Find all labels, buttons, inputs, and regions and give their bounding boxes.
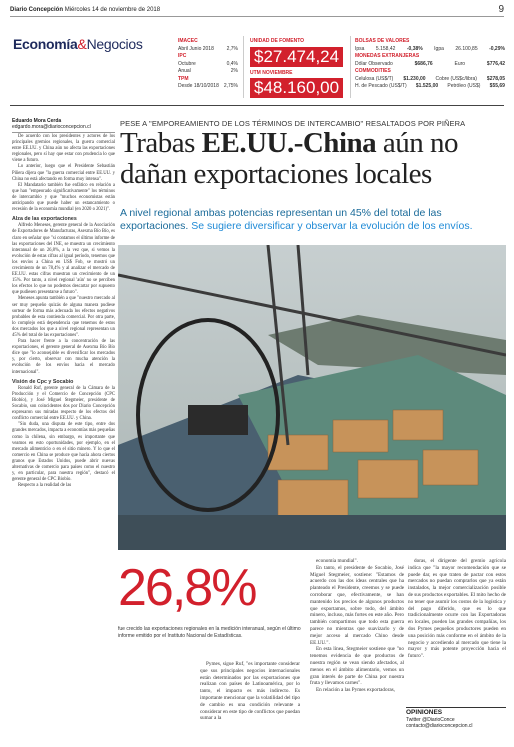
article-column-4: [408, 558, 506, 660]
headline-part-c: aún no dañan exportaciones locales: [120, 127, 459, 190]
opinions-box: [406, 707, 506, 730]
section-rule: [10, 105, 504, 106]
imacec-row: [178, 46, 238, 54]
cobre-label: Cobre (US$c/libra): [435, 75, 477, 82]
paragraph: Lo anterior, luego que el Presidente Sebastián Piñera dijera que "la guerra comercial entre EE.UU. y China no está afectando en forma muy intensa".: [12, 164, 115, 182]
ipc-row-1: [178, 61, 238, 69]
tpm-label: Desde 18/10/2018: [178, 83, 219, 89]
imacec-label: Abril Junio 2018: [178, 45, 214, 52]
article-column-2: [200, 661, 300, 722]
imacec-title: IMACEC: [178, 38, 198, 44]
tpm-row: [178, 83, 238, 91]
commodities-row-1: [355, 76, 505, 84]
paragraph: Respecto a la realidad de las: [18, 483, 72, 489]
tpm-title: TPM: [178, 75, 189, 82]
euro-value: $776,42: [486, 60, 505, 67]
article-column-1: [12, 134, 115, 489]
commodities-row-2: [355, 83, 505, 91]
tpm-value: 2,75%: [223, 83, 238, 89]
divider: [350, 36, 351, 98]
indicators-uf-utm: [250, 38, 345, 98]
monedas-row: [355, 61, 505, 69]
ipc-label-2: Anual: [178, 68, 191, 74]
paragraph: "Sin duda, una disputa de este tipo, entre dos grandes mercados, impacta a economías más pequeñas como la chilena, sin embargo, es importante que veamos en esto oportunidades, por ejemplo, en el mercado alimenticio o en el sitio minero. Y lo que el comercio en China se produce que hacía ahora ciertos granos que Estados Unidos, puede abrir nuevas alternativas de comercio para países como el nuestro y, en particular, para nuestra región", destacó el gerente general de CPC Biobío.: [12, 422, 115, 483]
euro-label: Euro: [454, 60, 466, 67]
section-amp: &: [77, 36, 87, 52]
ipc-title: IPC: [178, 53, 187, 59]
byline: [12, 118, 115, 133]
dolar-label: Dólar Observado: [355, 60, 393, 67]
subheading: Alza de las exportaciones: [12, 216, 77, 223]
author-name: Eduardo Mora Cerda: [12, 118, 62, 124]
masthead: [10, 3, 504, 17]
paragraph: Para hacer frente a la concentración de las exportaciones, el gerente general de Asexma Bío Bío dice que "lo aconsejable es diversificar los mercados y, por cierto, observar con mucha atención la evolución de los envíos hacia el mercado internacional".: [12, 339, 115, 375]
paper-name: Diario Concepción: [10, 6, 64, 13]
section-part1: Economía: [13, 36, 78, 52]
celulosa-label: Celulosa (US$/T): [355, 75, 394, 82]
article-lead: [120, 207, 505, 233]
ipc-value-1: 0,4%: [226, 60, 238, 67]
paragraph: Meneses apunta también a que "nuestro mercado al ser muy pequeño quizás de alguna manera pudiese sortear de forma más adecuada los efectos negativos probables de esta contienda comercial. Por otra parte, lo complejo está dependencia que tenemos de estos dos mercados los que a nivel regional representan un 45% del total de las exportaciones".: [12, 296, 115, 338]
paragraph: En relación a las Pymes exportadoras,: [316, 687, 395, 694]
ipsa-value: 5.158,42: [375, 45, 396, 52]
uf-value: $27.474,24: [250, 47, 343, 67]
ipsa-change: -0,38%: [406, 45, 423, 52]
port-crane-photo: [118, 245, 506, 550]
headline-part-b: EE.UU.-China: [201, 127, 377, 159]
igpa-label: Igpa: [434, 45, 444, 52]
opinions-title: OPINIONES: [406, 707, 506, 717]
issue-date: Miércoles 14 de noviembre de 2018: [64, 6, 161, 13]
utm-value: $48.160,00: [250, 78, 343, 98]
ipc-row-2: [178, 68, 238, 76]
uf-title: UNIDAD DE FOMENTO: [250, 38, 305, 44]
ipc-label-1: Octubre: [178, 60, 196, 67]
paragraph: En esta línea, Stegmeier sostiene que "no tenemos evidencia de que productos de nuestra región se vean siendo afectados, al menos en el ámbito alimentario, vemos un gran interés de parte de China por nuestra fruta y llevamos carnes".: [310, 646, 404, 687]
pescado-value: $1.525,00: [415, 83, 439, 89]
petroleo-label: Petróleo (US$): [447, 83, 481, 89]
paragraph: Ronald Ruf, gerente general de la Cámara de la Producción y el Comercio de Concepción (CPC Biobío), y José Miguel Stegmeier, presidente de Socabio, son coincidentes dos por Diario Concepción expresaron sus miradas respecto de los efectos del conflicto comercial entre EE.UU. y China.: [12, 385, 115, 422]
celulosa-value: $1.230,00: [403, 75, 426, 82]
article-photo: [118, 245, 506, 550]
paragraph: El Mandatario también fue enfático en relación a que han "empeorado significativamente" los términos de intercambio y que "muchos economistas están anticipando que puede haber un estancamiento o recesión de la economía mundial (en 2020 o 2021)".: [12, 182, 115, 213]
paragraph: economía mundial".: [316, 558, 358, 564]
utm-title: UTM NOVIEMBRE: [250, 69, 293, 76]
igpa-value: 26.100,85: [455, 45, 478, 52]
divider: [243, 36, 244, 98]
author-email: edgardo.mora@diarioconcepcion.cl: [12, 124, 91, 130]
ipsa-label: Ipsa: [355, 45, 365, 52]
pescado-label: H. de Pescado (US$/T): [355, 83, 407, 89]
stat-highlight: [118, 560, 308, 622]
paragraph: De acuerdo con los presidentes y actores de los principales gremios regionales, la guerra comercial entre EE.UU. y China aún no afecta las exportaciones regionales, pero sí hay que estar con prudencia lo que viene a futuro.: [12, 134, 115, 164]
stat-caption: fue crecido las exportaciones regionales en la medición interanual, según el último informe emitido por el Instituto Nacional de Estadísticas.: [118, 626, 301, 639]
paragraph: doras, el dirigente del gremio agrícola indica que "la mayor recomendación que se puede dar, es que traten de pactar con estos mercados no puedan comprarlos que ya están instalados, la mejor comercialización posible de sus productos exportables. El mito hecho de no tener que asumir los costos de la logística y del pago diferido, que es lo que tradicionalmente ocurre con las Exportadoras en locales, pueden las grandes compañías, los dos Pymes pequeños productores pueden en una posición más conforme en el ámbito de la negocio y accediendo al mercado que tiene la mayor y más potente proyección hacia el futuro".: [408, 558, 506, 660]
masthead-left: [10, 7, 160, 13]
article-column-3: [310, 558, 404, 694]
paragraph: Pymes, sigue Ruf, "es importante considerar que sus principales negocios internacionales están determinados por las exportaciones que realizan con países de Latinoamérica, por lo tanto, el impacto es más indirecto. Es importante mencionar que la volatilidad del tipo de cambio es una condición relevante a considerar en este tipo de conflictos que puedan sumar a la: [200, 661, 300, 722]
lead-part-b: Se sugiere diversificar y observar la evolución de los envíos.: [188, 220, 473, 232]
bolsas-title: BOLSAS DE VALORES: [355, 38, 410, 44]
petroleo-value: $55,69: [489, 83, 505, 89]
article-headline: [120, 128, 505, 190]
stat-number: 26,8%: [118, 559, 256, 617]
commodities-title: COMMODITIES: [355, 68, 391, 74]
article-kicker: PESE A "EMPOREAMIENTO DE LOS TÉRMINOS DE INTERCAMBIO" RESALTADOS POR PIÑERA: [120, 119, 466, 128]
opinions-twitter[interactable]: Twitter @DiarioConce: [406, 716, 455, 723]
bolsas-row: [355, 46, 505, 54]
indicators-markets: [355, 38, 505, 91]
page-number: 9: [498, 4, 504, 15]
monedas-title: MONEDAS EXTRANJERAS: [355, 53, 420, 59]
indicators-macro: [178, 38, 238, 91]
lead-part-a: A nivel regional ambas potencias representan un 45% del total de las exportaciones.: [120, 207, 442, 232]
cobre-value: $278,05: [486, 75, 505, 82]
opinions-email[interactable]: contacto@diarioconcepcion.cl: [406, 723, 473, 729]
headline-part-a: Trabas: [120, 127, 202, 159]
ipc-value-2: 2%: [230, 68, 238, 74]
igpa-change: -0,29%: [489, 45, 505, 52]
section-part2: Negocios: [86, 36, 143, 52]
dolar-value: $686,76: [414, 60, 433, 67]
imacec-value: 2,7%: [226, 45, 238, 52]
subheading: Visión de Cpc y Socabio: [12, 378, 74, 385]
paragraph: En tanto, el presidente de Socabio, José Miguel Stegmeier, sostiene: "Estamos de acuerdo con las dos ideas centrales que ha planteado el Presidente, creemos y se puede corroborar que, efectivamente, se han mantenido los precios de algunos productos que exportamos, sobre todo, del ámbito minero, incluso, más fortes en este año. Pero también compartimos que todo esta guerra parece no mientras que suavizarlo y de mejor acceso al mercado Chino desde EE.UU.".: [310, 564, 404, 646]
section-title: [13, 36, 143, 52]
paragraph: Alfredo Meneses, gerente general de la Asociación de Exportadores de Manufacturas, Asexma Bío Bío, es claro en señalar que "si contamos el último informe de las exportaciones del INE, se muestra un crecimiento interanual de un 26,8%, a la vez que, si vemos la evolución de estas cifras al igual período, tenemos que los envíos a China en US$ Fob, se mostró un crecimiento de un 78,4% y al analizar el mercado de EE.UU. estas cifras muestran un crecimiento de un 15%. Por tanto, a nivel regional 'aún' no se perciben los efectos lo que no podemos descartar por supuesto que pudiesen presentarse a futuro".: [12, 223, 115, 296]
